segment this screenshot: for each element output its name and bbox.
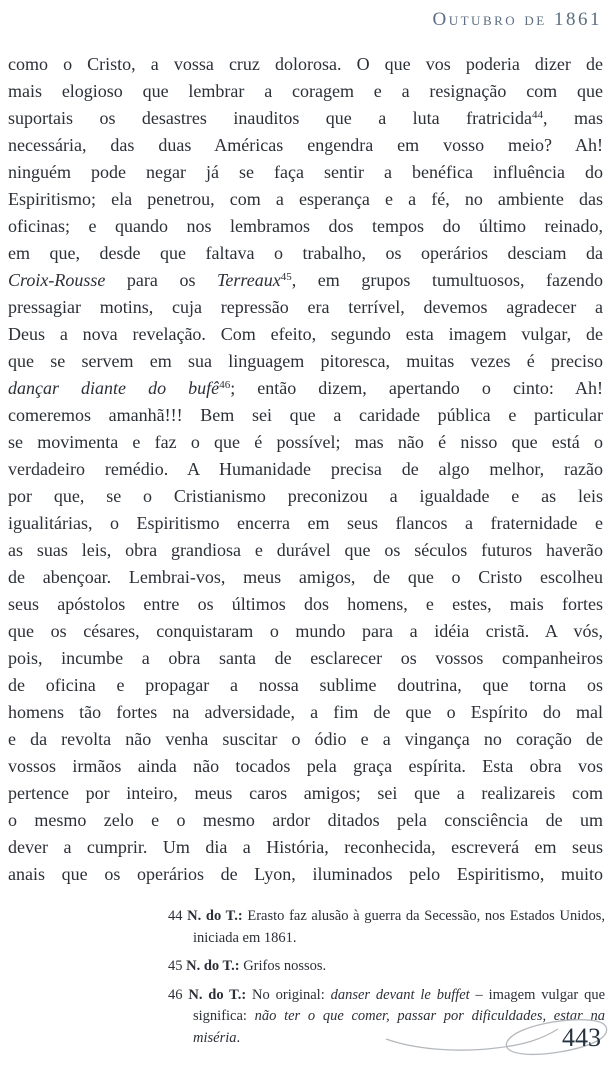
body-text-line	[8, 402, 603, 429]
body-text-line	[8, 105, 603, 132]
body-text-line	[8, 753, 603, 780]
body-text-line	[8, 132, 603, 159]
footnote-label: N. do T.:	[188, 986, 247, 1003]
text-segment: de abençoar. Lembrai-vos, meus amigos, de que o Cristo escolheu	[8, 567, 603, 587]
text-segment: danser devant le buffet	[330, 986, 470, 1003]
body-text-line	[8, 456, 603, 483]
text-segment: se movimenta e faz o que é possível; mas não é nisso que está o	[8, 432, 603, 452]
footnote	[168, 956, 605, 978]
body-text-line	[8, 510, 603, 537]
body-text-line	[8, 348, 603, 375]
text-segment: homens tão fortes na adversidade, a fim de que o Espírito do mal	[8, 702, 603, 722]
text-segment: como o Cristo, a vossa cruz dolorosa. O que vos poderia dizer de	[8, 54, 603, 74]
body-text-line	[8, 618, 603, 645]
text-segment: ; então dizem, apertando o cinto: Ah!	[230, 378, 603, 398]
text-segment: para os	[105, 270, 218, 290]
body-paragraph	[8, 51, 603, 888]
text-segment: as suas leis, obra grandiosa e durável que os séculos futuros haverão	[8, 540, 603, 560]
text-segment: Croix-Rousse	[8, 270, 106, 290]
text-segment: verdadeiro remédio. A Humanidade precisa de algo melhor, razão	[8, 459, 603, 479]
text-segment: – imagem vulgar que significa:	[193, 986, 606, 1024]
footnote-number: 44	[168, 908, 188, 924]
text-segment: anais que os operários de Lyon, iluminados pelo Espiritismo, muito	[8, 864, 603, 884]
text-segment: dever a cumprir. Um dia a História, reconhecida, escreverá em seus	[8, 837, 603, 857]
body-text-line	[8, 726, 603, 753]
text-segment: por que, se o Cristianismo preconizou a igualdade e as leis	[8, 486, 603, 506]
page-number-area	[384, 1012, 608, 1064]
body-text-line	[8, 807, 603, 834]
footnote-label: N. do T.:	[187, 908, 243, 924]
body-text-line	[8, 213, 603, 240]
text-segment: oficinas; e quando nos lembramos dos tempos do último reinado,	[8, 216, 603, 236]
body-text-line	[8, 186, 603, 213]
body-text-line	[8, 429, 603, 456]
text-segment: dançar diante do bufê	[8, 378, 220, 398]
body-text-line	[8, 321, 603, 348]
body-text-line	[8, 240, 603, 267]
text-segment: em que, desde que faltava o trabalho, os operários desciam da	[8, 243, 603, 263]
text-segment: igualitárias, o Espiritismo encerra em seus flancos a fraternidade e	[8, 513, 603, 533]
body-text-line	[8, 861, 603, 888]
text-segment: mais elogioso que lembrar a coragem e a resignação com que	[8, 81, 603, 101]
body-text-line	[8, 159, 603, 186]
text-segment: pertence por inteiro, meus caros amigos; sei que a realizareis com	[8, 783, 603, 803]
footnote-ref-superscript: 44	[532, 109, 544, 121]
body-text-line	[8, 483, 603, 510]
body-text-line	[8, 78, 603, 105]
text-segment: que os césares, conquistaram o mundo para a idéia cristã. A vós,	[8, 621, 603, 641]
body-text-line	[8, 699, 603, 726]
text-segment: de oficina e propagar a nossa sublime doutrina, que torna os	[8, 675, 603, 695]
footnote-number: 46	[168, 986, 189, 1003]
text-segment: Grifos nossos.	[239, 958, 327, 974]
text-segment: necessária, das duas Américas engendra em vosso meio? Ah!	[8, 135, 603, 155]
text-segment: No original:	[246, 986, 331, 1003]
text-segment: Terreaux	[217, 270, 281, 290]
text-segment: comeremos amanhã!!! Bem sei que a caridade pública e particular	[8, 405, 603, 425]
text-segment: Erasto faz alusão à guerra da Secessão, nos Estados Unidos, iniciada em 1861.	[193, 908, 605, 946]
text-segment: não ter o que comer, passar por dificuldades, estar na miséria	[193, 1008, 605, 1046]
text-segment: .	[236, 1029, 241, 1046]
text-segment: , mas	[543, 108, 603, 128]
footnote-ref-superscript: 46	[219, 379, 231, 391]
body-text-line	[8, 672, 603, 699]
body-text-line	[8, 51, 603, 78]
footnote	[168, 906, 605, 949]
text-segment: pressagiar motins, cuja repressão era terrível, devemos agradecer a	[8, 297, 603, 317]
text-segment: seus apóstolos entre os últimos dos homens, e estes, mais fortes	[8, 594, 603, 614]
text-segment: que se servem em sua linguagem pitoresca, muitas vezes é preciso	[8, 351, 603, 371]
body-text-line	[8, 375, 603, 402]
body-text-line	[8, 267, 603, 294]
body-text-line	[8, 591, 603, 618]
text-segment: suportais os desastres inauditos que a luta fratricida	[8, 108, 533, 128]
footnote-number: 45	[168, 958, 187, 974]
body-text-line	[8, 537, 603, 564]
body-text-line	[8, 564, 603, 591]
running-header: Outubro de 1861	[432, 9, 602, 30]
footnote-label: N. do T.:	[186, 958, 240, 974]
text-segment: e da revolta não venha suscitar o ódio e a vingança no coração de	[8, 729, 603, 749]
footnote-ref-superscript: 45	[280, 271, 292, 283]
body-text-line	[8, 780, 603, 807]
page-number: 443	[562, 1023, 601, 1052]
text-segment: vossos irmãos ainda não tocados pela graça espírita. Esta obra vos	[8, 756, 603, 776]
text-segment: o mesmo zelo e o mesmo ardor ditados pela consciência de um	[8, 810, 603, 830]
body-text-line	[8, 294, 603, 321]
text-segment: ninguém pode negar já se faça sentir a benéfica influência do	[8, 162, 603, 182]
text-segment: pois, incumbe a obra santa de esclarecer os vossos companheiros	[8, 648, 603, 668]
body-text-line	[8, 645, 603, 672]
text-segment: Deus a nova revelação. Com efeito, segundo esta imagem vulgar, de	[8, 324, 603, 344]
text-segment: , em grupos tumultuosos, fazendo	[291, 270, 603, 290]
text-segment: Espiritismo; ela penetrou, com a esperança e a fé, no ambiente das	[8, 189, 603, 209]
body-text-line	[8, 834, 603, 861]
